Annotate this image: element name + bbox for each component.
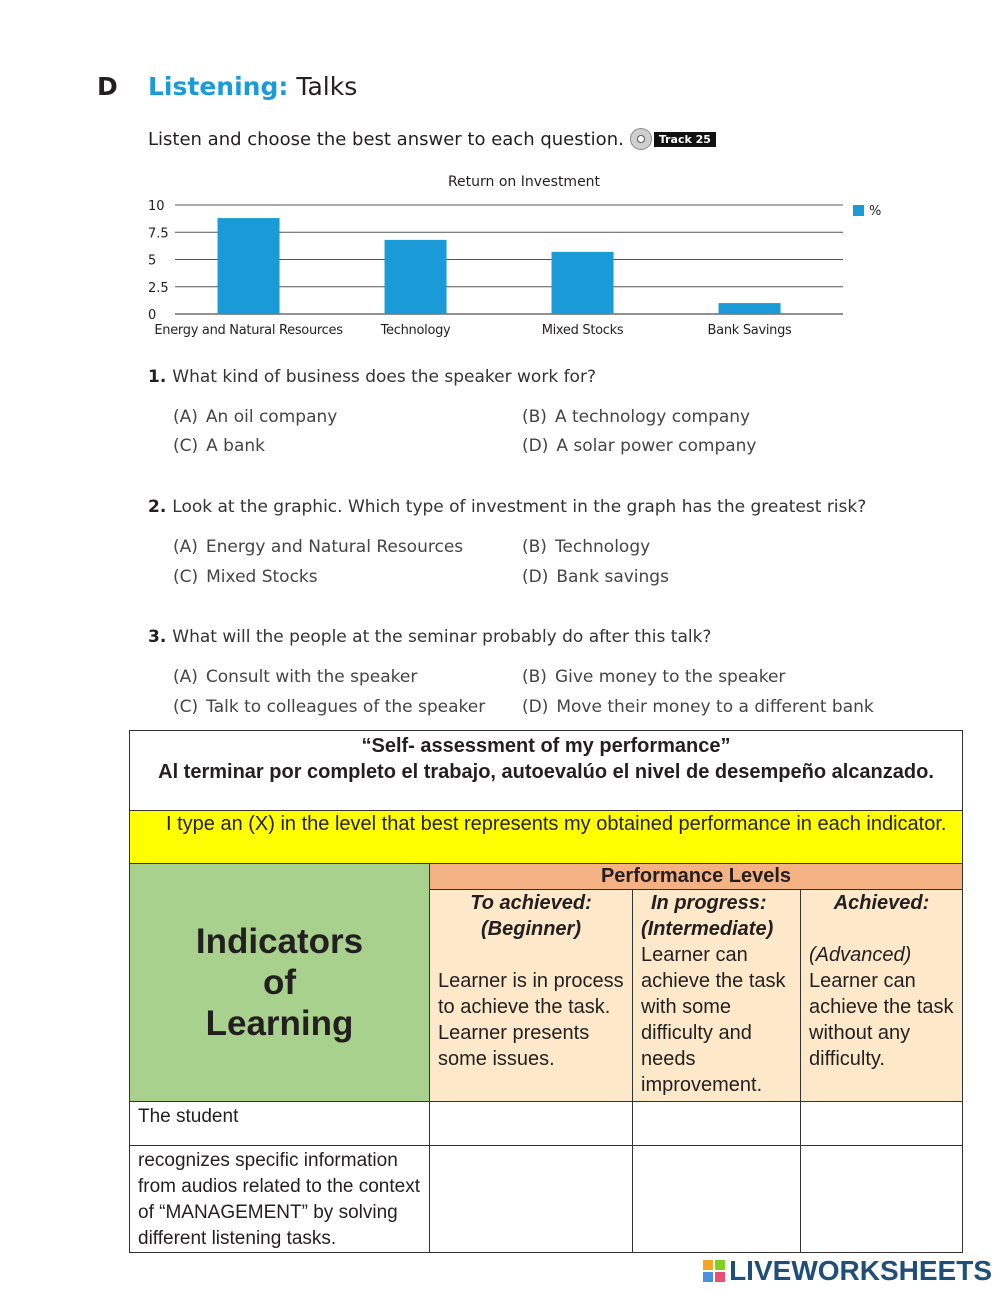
option-text: Give money to the speaker — [554, 667, 786, 687]
option-text: Mixed Stocks — [206, 567, 318, 587]
level-name: To achieved: — [470, 892, 592, 914]
q1-option-b[interactable] — [522, 407, 750, 427]
option-text: A solar power company — [556, 436, 757, 456]
instruction — [148, 128, 716, 150]
option-text: A bank — [206, 436, 266, 456]
option-label: (B) — [522, 407, 547, 427]
question-text: Look at the graphic. Which type of investment in the graph has the greatest risk? — [172, 497, 867, 517]
x-tick-label: Energy and Natural Resources — [154, 323, 343, 338]
option-text: Move their money to a different bank — [556, 697, 874, 717]
y-tick-label: 5 — [148, 253, 157, 269]
option-text: Consult with the speaker — [205, 667, 418, 687]
question-1 — [148, 367, 596, 387]
option-label: (D) — [522, 567, 549, 587]
option-text: Energy and Natural Resources — [205, 537, 464, 557]
question-text: What will the people at the seminar probably do after this talk? — [172, 627, 712, 647]
option-text: Technology — [554, 537, 651, 557]
answer-cell[interactable] — [801, 1102, 963, 1146]
option-label: (C) — [173, 436, 199, 456]
bar — [385, 240, 447, 314]
level-name: In progress: — [651, 892, 767, 914]
bar — [719, 303, 781, 314]
chart-title: Return on Investment — [447, 174, 601, 190]
self-assessment-table — [129, 730, 963, 1253]
level-sub: (Advanced) — [809, 944, 912, 966]
bar-chart — [140, 168, 900, 348]
option-label: (B) — [522, 667, 547, 687]
cd-audio-icon[interactable] — [630, 128, 652, 150]
q3-option-d[interactable] — [522, 697, 874, 717]
y-tick-label: 10 — [148, 199, 165, 214]
logo-text: LIVEWORKSHEETS — [729, 1255, 992, 1286]
q1-option-c[interactable] — [173, 436, 265, 456]
level-name: Achieved: — [833, 892, 930, 914]
y-tick-label: 2.5 — [148, 280, 169, 296]
answer-cell[interactable] — [801, 1146, 963, 1253]
question-number: 3. — [148, 627, 167, 647]
q2-option-b[interactable] — [522, 537, 650, 557]
option-label: (A) — [173, 537, 198, 557]
q1-option-d[interactable] — [522, 436, 756, 456]
question-text: What kind of business does the speaker work for? — [172, 367, 596, 387]
q2-option-a[interactable] — [173, 537, 463, 557]
level-intermediate — [633, 890, 801, 1102]
row-label-indicator: recognizes specific information from audios related to the context of “MANAGEMENT” by solving different listening tasks. — [130, 1146, 430, 1253]
question-number: 1. — [148, 367, 167, 387]
option-label: (D) — [522, 436, 549, 456]
level-sub: (Beginner) — [481, 918, 581, 940]
instruction-text: Listen and choose the best answer to each question. — [148, 128, 624, 150]
option-label: (B) — [522, 537, 547, 557]
q3-option-b[interactable] — [522, 667, 785, 687]
section-title — [148, 72, 357, 101]
question-3 — [148, 627, 711, 647]
q3-option-c[interactable] — [173, 697, 485, 717]
section-title-rest: Talks — [296, 72, 358, 101]
indicators-cell — [130, 864, 430, 1102]
option-label: (A) — [173, 667, 198, 687]
logo-mark-icon — [703, 1260, 725, 1282]
rubric-title: “Self- assessment of my performance” — [361, 735, 731, 757]
level-advanced — [801, 890, 963, 1102]
indicators-label: Indicators of Learning — [195, 922, 364, 1043]
rubric-subtitle: Al terminar por completo el trabajo, autoevalúo el nivel de desempeño alcanzado. — [158, 761, 934, 783]
option-text: An oil company — [205, 407, 338, 427]
section-title-bold: Listening: — [148, 72, 289, 101]
q3-option-a[interactable] — [173, 667, 417, 687]
y-tick-label: 7.5 — [148, 226, 169, 242]
performance-levels-header: Performance Levels — [430, 864, 963, 890]
liveworksheets-logo[interactable] — [703, 1255, 992, 1287]
q1-option-a[interactable] — [173, 407, 337, 427]
rubric-instruction: I type an (X) in the level that best represents my obtained performance in each indicator. — [130, 811, 963, 864]
q2-option-c[interactable] — [173, 567, 318, 587]
x-tick-label: Mixed Stocks — [541, 323, 624, 338]
legend-label: % — [869, 204, 882, 219]
level-desc: Learner is in process to achieve the task. Learner presents some issues. — [438, 970, 624, 1070]
rubric-title-cell — [130, 731, 963, 811]
option-label: (C) — [173, 697, 199, 717]
answer-cell[interactable] — [633, 1146, 801, 1253]
option-text: Bank savings — [556, 567, 669, 587]
bar — [218, 218, 280, 314]
level-desc: Learner can achieve the task with some difficulty and needs improvement. — [641, 944, 786, 1096]
q2-option-d[interactable] — [522, 567, 669, 587]
x-tick-label: Technology — [380, 323, 451, 338]
track-badge[interactable]: Track 25 — [654, 132, 716, 147]
x-tick-label: Bank Savings — [707, 323, 792, 338]
level-desc: Learner can achieve the task without any difficulty. — [809, 970, 954, 1070]
y-tick-label: 0 — [148, 308, 157, 323]
option-label: (C) — [173, 567, 199, 587]
question-2 — [148, 497, 866, 517]
option-text: A technology company — [554, 407, 751, 427]
question-number: 2. — [148, 497, 167, 517]
option-label: (D) — [522, 697, 549, 717]
row-label-student: The student — [130, 1102, 430, 1146]
level-beginner — [430, 890, 633, 1102]
option-label: (A) — [173, 407, 198, 427]
bar — [552, 252, 614, 314]
answer-cell[interactable] — [430, 1146, 633, 1253]
section-letter: D — [97, 72, 118, 101]
legend-swatch — [853, 205, 864, 216]
answer-cell[interactable] — [430, 1102, 633, 1146]
option-text: Talk to colleagues of the speaker — [206, 697, 486, 717]
answer-cell[interactable] — [633, 1102, 801, 1146]
level-sub: (Intermediate) — [641, 918, 774, 940]
